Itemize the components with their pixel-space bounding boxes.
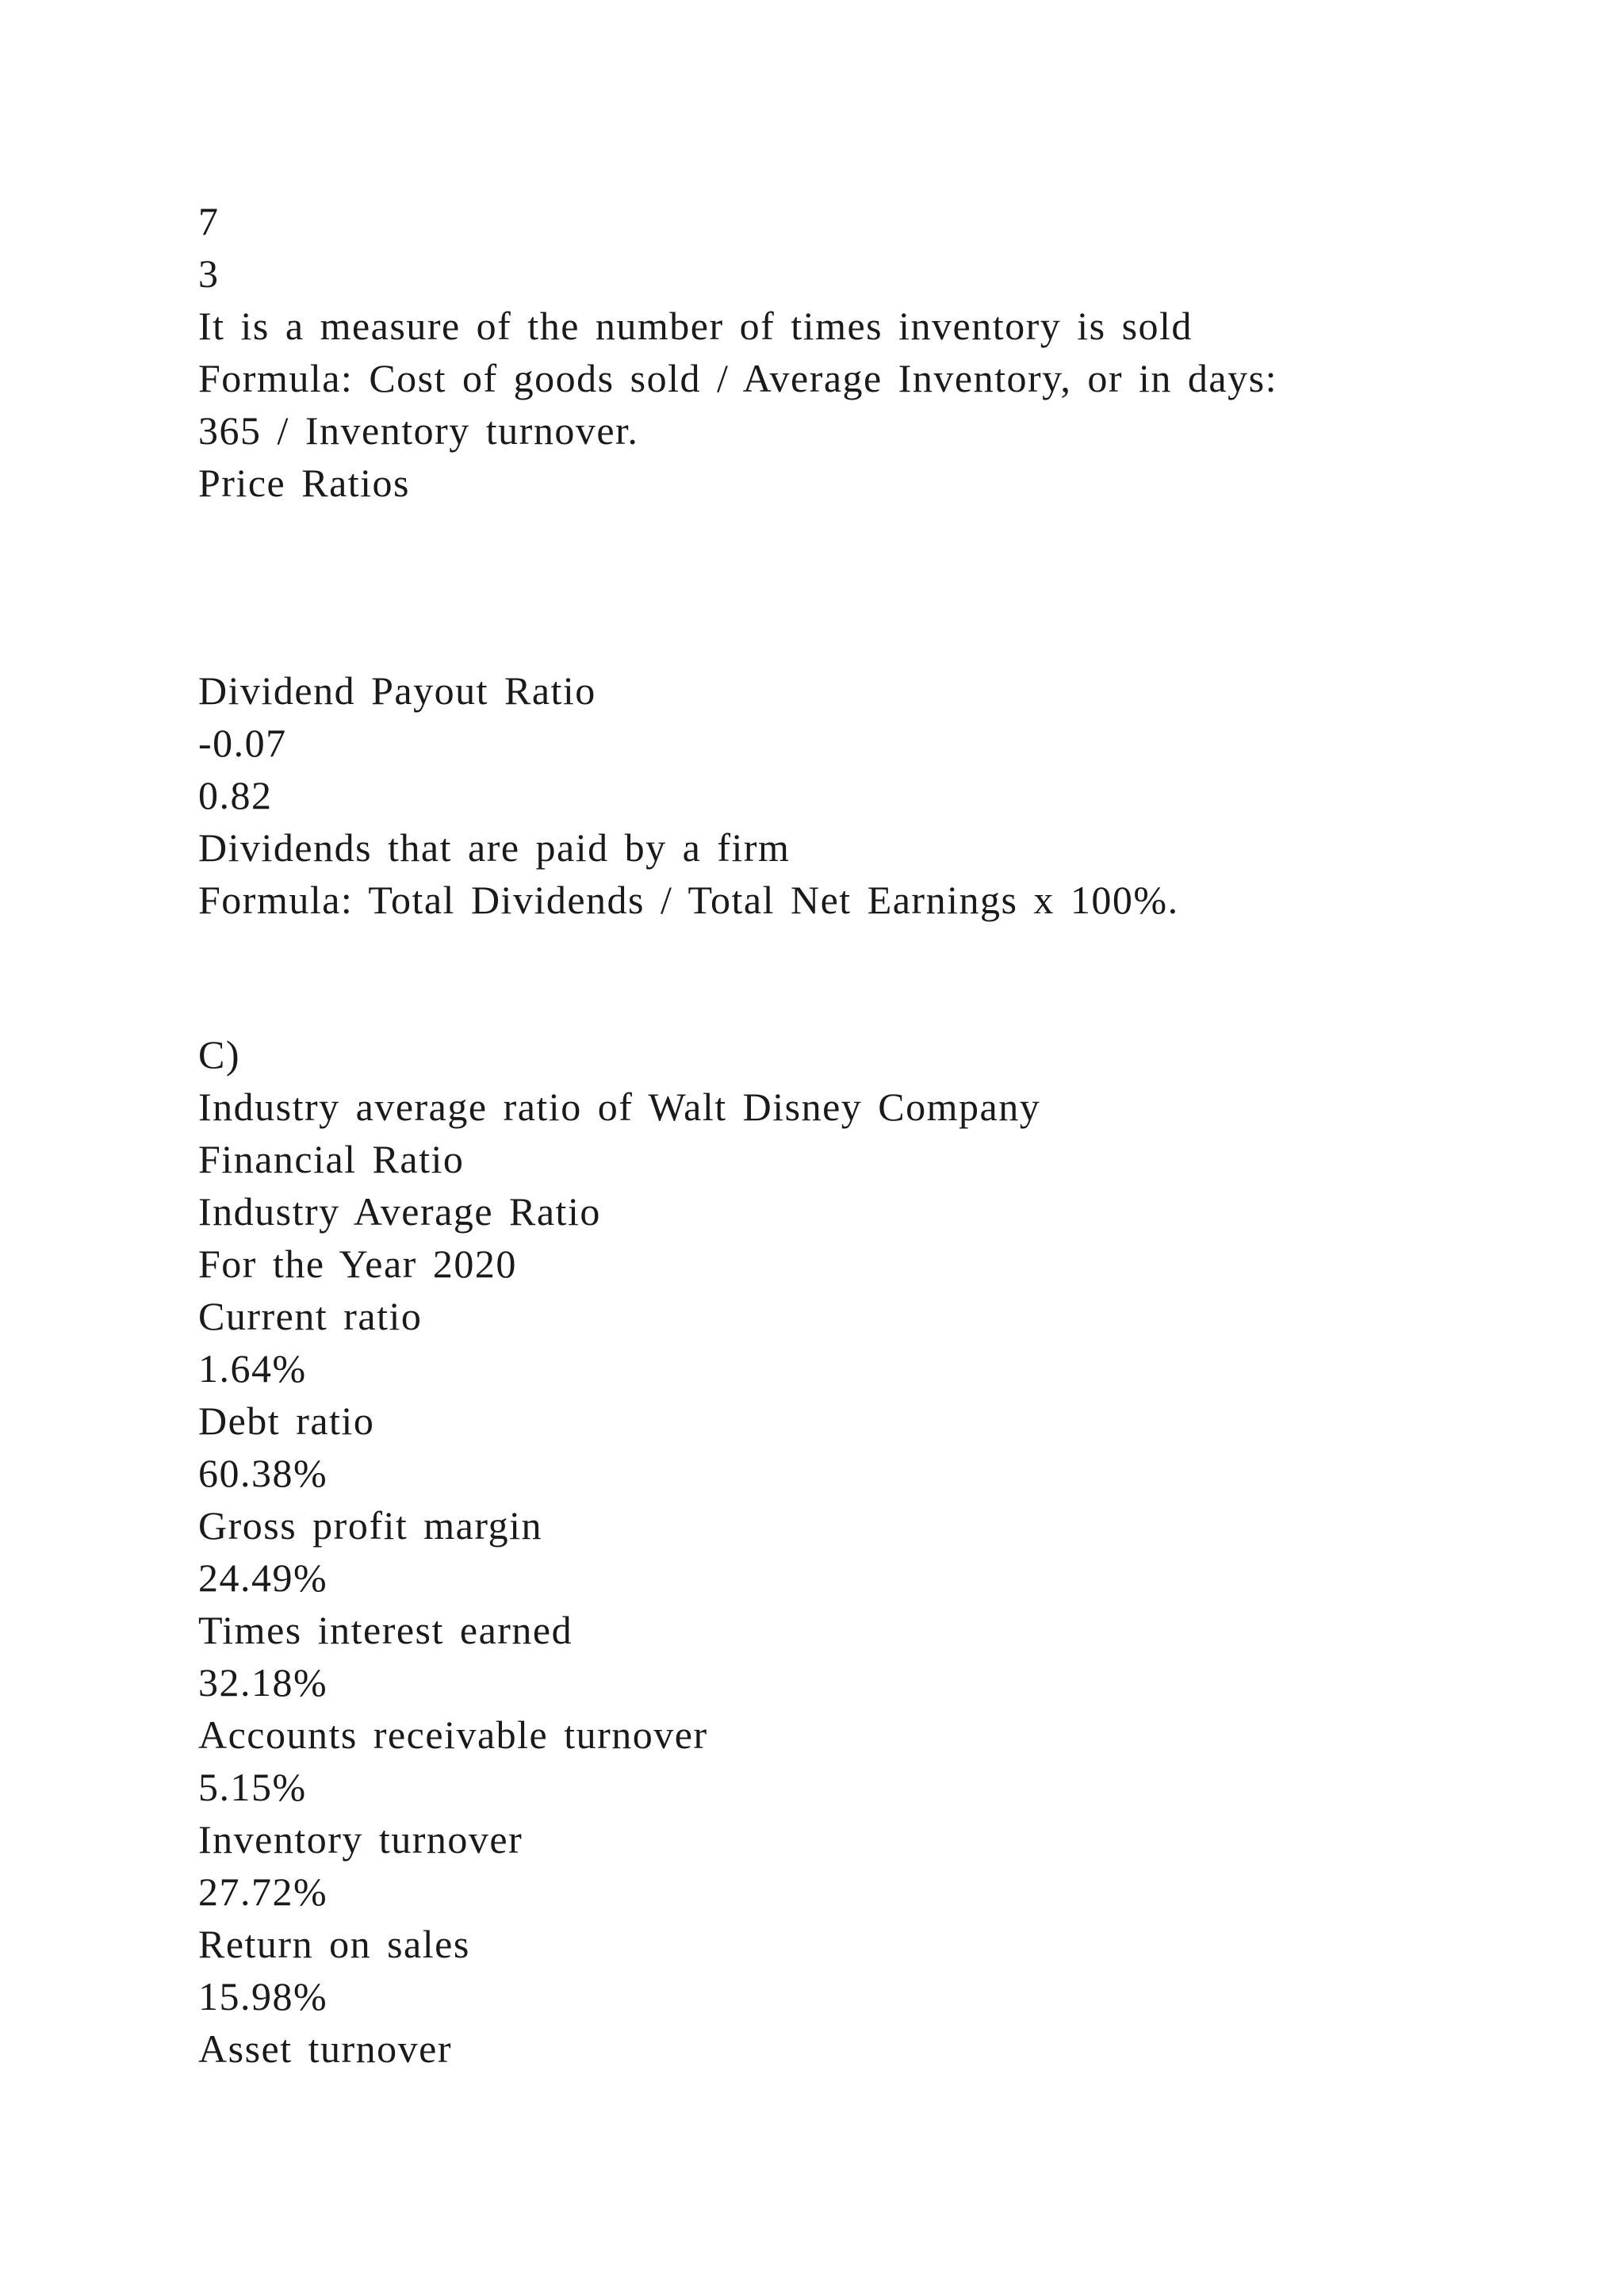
text-line: 7 (198, 199, 220, 243)
ratio-value: -0.07 (198, 721, 287, 765)
table-header: For the Year 2020 (198, 1242, 517, 1286)
text-line: It is a measure of the number of times inventory is sold (198, 304, 1193, 348)
ratio-name: Gross profit margin (198, 1503, 542, 1548)
ratio-name: Current ratio (198, 1294, 423, 1338)
section-title: Industry average ratio of Walt Disney Company (198, 1085, 1041, 1129)
text-line: Formula: Cost of goods sold / Average Inventory, or in days: (198, 356, 1277, 400)
ratio-value: 60.38% (198, 1451, 328, 1495)
ratio-formula: Formula: Total Dividends / Total Net Earnings x 100%. (198, 878, 1179, 922)
ratio-name: Return on sales (198, 1922, 470, 1966)
text-block-dividend-payout (198, 664, 1546, 926)
ratio-name: Dividend Payout Ratio (198, 668, 596, 713)
section-label: C) (198, 1032, 240, 1077)
text-line: 3 (198, 251, 220, 296)
text-line: 365 / Inventory turnover. (198, 408, 639, 453)
text-block-industry-average (198, 1028, 1546, 2075)
ratio-value: 1.64% (198, 1346, 307, 1391)
ratio-name: Accounts receivable turnover (198, 1712, 708, 1757)
ratio-name: Debt ratio (198, 1399, 375, 1443)
ratio-name: Times interest earned (198, 1608, 573, 1652)
section-heading-price-ratios: Price Ratios (198, 461, 411, 505)
text-block-inventory-turnover (198, 195, 1546, 509)
ratio-value: 32.18% (198, 1660, 328, 1705)
table-header: Industry Average Ratio (198, 1189, 601, 1234)
ratio-name: Asset turnover (198, 2026, 452, 2071)
ratio-value: 0.82 (198, 773, 273, 817)
ratio-value: 24.49% (198, 1556, 328, 1600)
ratio-value: 27.72% (198, 1869, 328, 1914)
ratio-description: Dividends that are paid by a firm (198, 825, 791, 870)
table-header: Financial Ratio (198, 1137, 465, 1181)
ratio-name: Inventory turnover (198, 1817, 523, 1862)
ratio-value: 5.15% (198, 1765, 307, 1809)
ratio-value: 15.98% (198, 1974, 328, 2019)
